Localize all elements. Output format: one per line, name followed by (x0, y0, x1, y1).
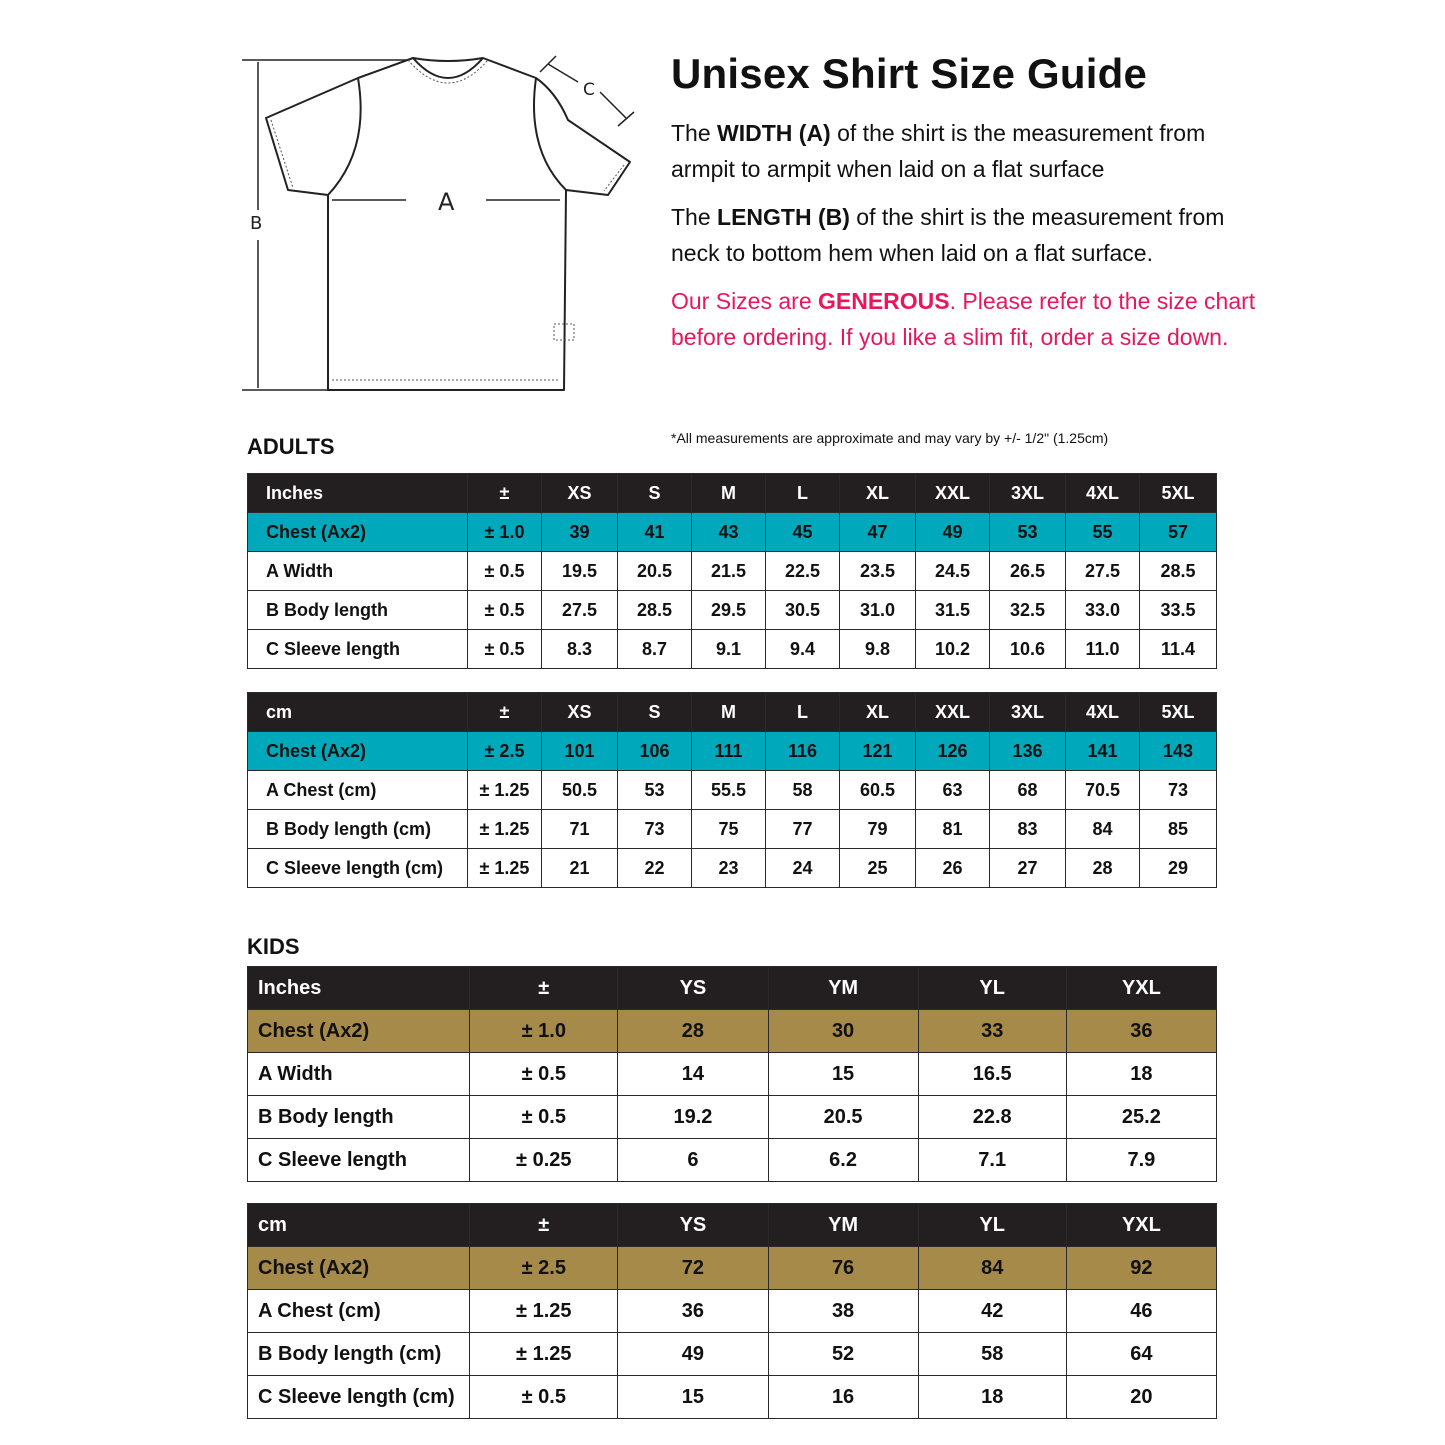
tolerance-cell: ± 1.25 (470, 1333, 618, 1376)
measurement-cell: 53 (990, 513, 1066, 552)
table-header-row (248, 693, 1217, 732)
measurement-cell: 143 (1140, 732, 1217, 771)
size-header: M (692, 474, 766, 513)
row-label: C Sleeve length (248, 630, 468, 669)
measurement-cell: 22.8 (918, 1096, 1066, 1139)
table-header-row (248, 474, 1217, 513)
length-description (671, 199, 1271, 271)
unit-header: cm (248, 1204, 470, 1247)
measurement-cell: 68 (990, 771, 1066, 810)
measurement-cell: 28.5 (1140, 552, 1217, 591)
size-header: 5XL (1140, 693, 1217, 732)
measurement-cell: 33.5 (1140, 591, 1217, 630)
kids-inches-table (247, 966, 1217, 1182)
measurement-cell: 55.5 (692, 771, 766, 810)
measurement-cell: 16.5 (918, 1053, 1066, 1096)
row-label: B Body length (cm) (248, 1333, 470, 1376)
row-label: B Body length (248, 1096, 470, 1139)
measurement-cell: 58 (766, 771, 840, 810)
size-header: XXL (916, 693, 990, 732)
measurement-cell: 24.5 (916, 552, 990, 591)
measurement-cell: 73 (618, 810, 692, 849)
tolerance-header: ± (470, 967, 618, 1010)
tolerance-cell: ± 1.25 (468, 810, 542, 849)
measurement-cell: 23 (692, 849, 766, 888)
table-row (248, 1053, 1217, 1096)
table-row (248, 810, 1217, 849)
measurement-cell: 77 (766, 810, 840, 849)
measurement-cell: 22.5 (766, 552, 840, 591)
measurement-cell: 33 (918, 1010, 1066, 1053)
table-row (248, 1333, 1217, 1376)
size-header: M (692, 693, 766, 732)
table-row (248, 1376, 1217, 1419)
table-row (248, 513, 1217, 552)
tolerance-header: ± (468, 693, 542, 732)
unit-header: cm (248, 693, 468, 732)
generous-note (671, 283, 1271, 355)
tolerance-cell: ± 1.0 (470, 1010, 618, 1053)
table-row (248, 732, 1217, 771)
measurement-cell: 9.8 (840, 630, 916, 669)
measurement-cell: 27.5 (542, 591, 618, 630)
row-label: A Chest (cm) (248, 1290, 470, 1333)
measurement-cell: 36 (1066, 1010, 1216, 1053)
tolerance-cell: ± 1.25 (468, 849, 542, 888)
tolerance-cell: ± 0.25 (470, 1139, 618, 1182)
length-desc-post: of the shirt is the measurement from neck to bottom hem when laid on a flat surface. (671, 204, 1225, 266)
measurement-cell: 81 (916, 810, 990, 849)
shirt-diagram (238, 50, 638, 400)
measurement-cell: 136 (990, 732, 1066, 771)
table-header-row (248, 967, 1217, 1010)
measurement-cell: 101 (542, 732, 618, 771)
measurement-cell: 36 (618, 1290, 768, 1333)
measurement-cell: 20.5 (768, 1096, 918, 1139)
measurement-cell: 21.5 (692, 552, 766, 591)
tolerance-cell: ± 0.5 (470, 1376, 618, 1419)
measurement-cell: 15 (618, 1376, 768, 1419)
size-header: XXL (916, 474, 990, 513)
measurement-cell: 29 (1140, 849, 1217, 888)
measurement-cell: 71 (542, 810, 618, 849)
tolerance-cell: ± 0.5 (468, 630, 542, 669)
table-row (248, 552, 1217, 591)
row-label: Chest (Ax2) (248, 1247, 470, 1290)
measurement-cell: 24 (766, 849, 840, 888)
approximation-note: *All measurements are approximate and may vary by +/- 1/2" (1.25cm) (671, 430, 1109, 446)
measurement-cell: 31.5 (916, 591, 990, 630)
measurement-cell: 72 (618, 1247, 768, 1290)
measurement-cell: 75 (692, 810, 766, 849)
generous-note-bold: GENEROUS (818, 288, 950, 314)
tolerance-cell: ± 0.5 (468, 552, 542, 591)
size-header: YXL (1066, 1204, 1216, 1247)
size-header: XL (840, 474, 916, 513)
size-header: XS (542, 693, 618, 732)
measurement-cell: 49 (916, 513, 990, 552)
measurement-cell: 63 (916, 771, 990, 810)
measurement-cell: 29.5 (692, 591, 766, 630)
row-label: Chest (Ax2) (248, 513, 468, 552)
unit-header: Inches (248, 474, 468, 513)
length-desc-bold: LENGTH (B) (717, 204, 850, 230)
table-row (248, 771, 1217, 810)
measurement-cell: 21 (542, 849, 618, 888)
measurement-cell: 10.6 (990, 630, 1066, 669)
size-header: YL (918, 967, 1066, 1010)
measurement-cell: 92 (1066, 1247, 1216, 1290)
measurement-cell: 64 (1066, 1333, 1216, 1376)
measurement-cell: 28 (1066, 849, 1140, 888)
measurement-cell: 18 (918, 1376, 1066, 1419)
measurement-cell: 32.5 (990, 591, 1066, 630)
table-row (248, 1290, 1217, 1333)
table-row (248, 1139, 1217, 1182)
diagram-label-c: C (583, 80, 595, 100)
measurement-cell: 11.4 (1140, 630, 1217, 669)
measurement-cell: 27.5 (1066, 552, 1140, 591)
measurement-cell: 57 (1140, 513, 1217, 552)
measurement-cell: 7.1 (918, 1139, 1066, 1182)
tolerance-cell: ± 0.5 (470, 1053, 618, 1096)
size-header: YXL (1066, 967, 1216, 1010)
measurement-cell: 8.7 (618, 630, 692, 669)
width-desc-post: of the shirt is the measurement from armpit to armpit when laid on a flat surface (671, 120, 1206, 182)
measurement-cell: 28.5 (618, 591, 692, 630)
measurement-cell: 50.5 (542, 771, 618, 810)
tolerance-cell: ± 1.25 (470, 1290, 618, 1333)
measurement-cell: 27 (990, 849, 1066, 888)
diagram-label-b: B (250, 213, 263, 234)
measurement-cell: 141 (1066, 732, 1140, 771)
size-header: 3XL (990, 474, 1066, 513)
measurement-cell: 10.2 (916, 630, 990, 669)
measurement-cell: 22 (618, 849, 692, 888)
measurement-cell: 15 (768, 1053, 918, 1096)
tolerance-cell: ± 0.5 (468, 591, 542, 630)
measurement-cell: 20 (1066, 1376, 1216, 1419)
tolerance-cell: ± 0.5 (470, 1096, 618, 1139)
measurement-cell: 30.5 (766, 591, 840, 630)
measurement-cell: 85 (1140, 810, 1217, 849)
measurement-cell: 111 (692, 732, 766, 771)
table-row (248, 1096, 1217, 1139)
unit-header: Inches (248, 967, 470, 1010)
row-label: A Chest (cm) (248, 771, 468, 810)
generous-note-post: . Please refer to the size chart before ordering. If you like a slim fit, order a size down. (671, 288, 1256, 350)
measurement-cell: 42 (918, 1290, 1066, 1333)
table-row (248, 591, 1217, 630)
measurement-cell: 76 (768, 1247, 918, 1290)
measurement-cell: 9.4 (766, 630, 840, 669)
measurement-cell: 19.5 (542, 552, 618, 591)
size-header: XS (542, 474, 618, 513)
size-header: YM (768, 1204, 918, 1247)
width-desc-pre: The (671, 120, 718, 146)
measurement-cell: 47 (840, 513, 916, 552)
size-header: L (766, 474, 840, 513)
table-row (248, 849, 1217, 888)
measurement-cell: 18 (1066, 1053, 1216, 1096)
measurement-cell: 25.2 (1066, 1096, 1216, 1139)
size-header: YM (768, 967, 918, 1010)
adults-cm-table (247, 692, 1217, 888)
row-label: Chest (Ax2) (248, 732, 468, 771)
measurement-cell: 28 (618, 1010, 768, 1053)
measurement-cell: 52 (768, 1333, 918, 1376)
measurement-cell: 49 (618, 1333, 768, 1376)
kids-cm-table (247, 1203, 1217, 1419)
row-label: B Body length (cm) (248, 810, 468, 849)
measurement-cell: 70.5 (1066, 771, 1140, 810)
tolerance-header: ± (468, 474, 542, 513)
measurement-cell: 19.2 (618, 1096, 768, 1139)
row-label: C Sleeve length (cm) (248, 1376, 470, 1419)
measurement-cell: 83 (990, 810, 1066, 849)
measurement-cell: 9.1 (692, 630, 766, 669)
diagram-label-a: A (438, 188, 455, 216)
measurement-cell: 26.5 (990, 552, 1066, 591)
measurement-cell: 6.2 (768, 1139, 918, 1182)
size-header: YS (618, 967, 768, 1010)
measurement-cell: 11.0 (1066, 630, 1140, 669)
size-header: S (618, 693, 692, 732)
measurement-cell: 121 (840, 732, 916, 771)
measurement-cell: 116 (766, 732, 840, 771)
measurement-cell: 20.5 (618, 552, 692, 591)
table-row (248, 1247, 1217, 1290)
measurement-cell: 41 (618, 513, 692, 552)
tolerance-cell: ± 2.5 (470, 1247, 618, 1290)
measurement-cell: 7.9 (1066, 1139, 1216, 1182)
measurement-cell: 14 (618, 1053, 768, 1096)
measurement-cell: 6 (618, 1139, 768, 1182)
measurement-cell: 26 (916, 849, 990, 888)
row-label: A Width (248, 1053, 470, 1096)
width-desc-bold: WIDTH (A) (717, 120, 831, 146)
measurement-cell: 25 (840, 849, 916, 888)
tolerance-cell: ± 1.25 (468, 771, 542, 810)
kids-heading: KIDS (247, 934, 300, 959)
measurement-cell: 23.5 (840, 552, 916, 591)
measurement-cell: 126 (916, 732, 990, 771)
length-desc-pre: The (671, 204, 718, 230)
measurement-cell: 79 (840, 810, 916, 849)
measurement-cell: 53 (618, 771, 692, 810)
measurement-cell: 39 (542, 513, 618, 552)
size-header: XL (840, 693, 916, 732)
size-header: YL (918, 1204, 1066, 1247)
measurement-cell: 30 (768, 1010, 918, 1053)
size-header: 3XL (990, 693, 1066, 732)
measurement-cell: 45 (766, 513, 840, 552)
size-header: 4XL (1066, 474, 1140, 513)
measurement-cell: 106 (618, 732, 692, 771)
measurement-cell: 58 (918, 1333, 1066, 1376)
measurement-cell: 8.3 (542, 630, 618, 669)
measurement-cell: 84 (1066, 810, 1140, 849)
table-header-row (248, 1204, 1217, 1247)
measurement-cell: 31.0 (840, 591, 916, 630)
size-header: YS (618, 1204, 768, 1247)
tolerance-cell: ± 2.5 (468, 732, 542, 771)
measurement-cell: 73 (1140, 771, 1217, 810)
adults-inches-table (247, 473, 1217, 669)
table-row (248, 630, 1217, 669)
measurement-cell: 43 (692, 513, 766, 552)
measurement-cell: 60.5 (840, 771, 916, 810)
generous-note-pre: Our Sizes are (671, 288, 818, 314)
adults-heading: ADULTS (247, 434, 335, 459)
tolerance-cell: ± 1.0 (468, 513, 542, 552)
measurement-cell: 84 (918, 1247, 1066, 1290)
row-label: A Width (248, 552, 468, 591)
tolerance-header: ± (470, 1204, 618, 1247)
row-label: C Sleeve length (248, 1139, 470, 1182)
table-row (248, 1010, 1217, 1053)
measurement-cell: 33.0 (1066, 591, 1140, 630)
size-header: 5XL (1140, 474, 1217, 513)
row-label: Chest (Ax2) (248, 1010, 470, 1053)
measurement-cell: 16 (768, 1376, 918, 1419)
row-label: B Body length (248, 591, 468, 630)
size-header: S (618, 474, 692, 513)
row-label: C Sleeve length (cm) (248, 849, 468, 888)
width-description (671, 115, 1271, 187)
measurement-cell: 38 (768, 1290, 918, 1333)
size-header: L (766, 693, 840, 732)
measurement-cell: 55 (1066, 513, 1140, 552)
size-header: 4XL (1066, 693, 1140, 732)
page-title: Unisex Shirt Size Guide (671, 50, 1148, 97)
measurement-cell: 46 (1066, 1290, 1216, 1333)
